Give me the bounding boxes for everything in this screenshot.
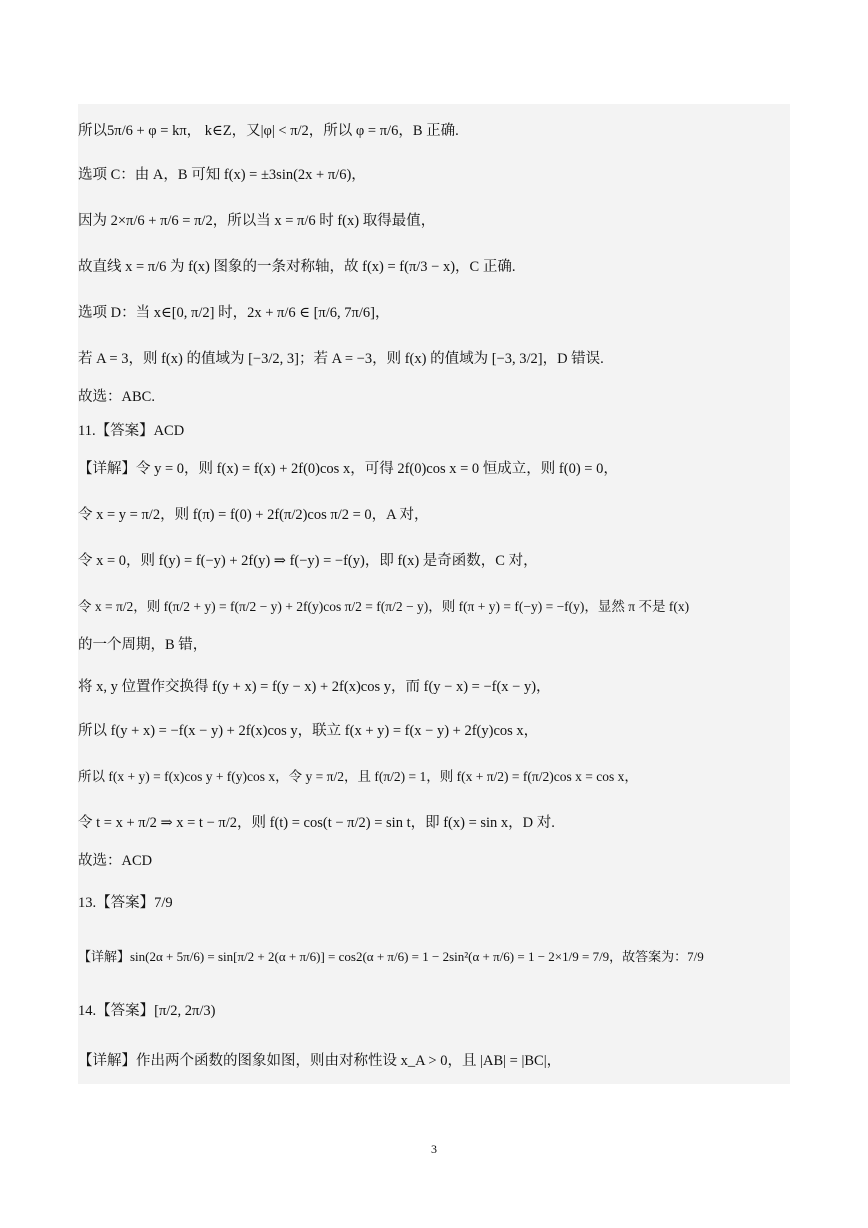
text: 所以 f(y + x) = −f(x − y) + 2f(x)cos y，联立 f(x + y) = f(x − y) + 2f(y)cos x， <box>78 723 539 739</box>
text: 令 t = x + π/2 ⇒ x = t − π/2，则 f(t) = cos(t − π/2) = sin t，即 f(x) = sin x，D 对. <box>78 815 555 831</box>
text: 的一个周期，B 错， <box>78 637 208 653</box>
text: 13.【答案】7/9 <box>78 895 173 911</box>
text: 【详解】sin(2α + 5π/6) = sin[π/2 + 2(α + π/6)] = cos2(α + π/6) = 1 − 2sin²(α + π/6) = 1 − 2×1/9 = 7/9，故答案为：7/9 <box>78 949 704 964</box>
text: 所以5π/6 + φ = kπ， k∈Z，又|φ| < π/2，所以 φ = π/6，B 正确. <box>78 123 459 139</box>
text: 故直线 x = π/6 为 f(x) 图象的一条对称轴，故 f(x) = f(π/3 − x)，C 正确. <box>78 259 516 275</box>
line-max-value <box>78 210 790 232</box>
line-detail-14 <box>78 1050 790 1072</box>
text: 所以 f(x + y) = f(x)cos y + f(y)cos x，令 y = π/2，且 f(π/2) = 1，则 f(x + π/2) = f(π/2)cos x = cos x， <box>78 769 638 784</box>
line-range <box>78 348 790 370</box>
text: 令 x = π/2，则 f(π/2 + y) = f(π/2 − y) + 2f(y)cos π/2 = f(π/2 − y)，则 f(π + y) = f(−y) = −f(y)，显然 π 不是 f(x) <box>78 599 690 614</box>
line-period <box>78 596 790 618</box>
line-answer-11 <box>78 420 790 442</box>
line-option-d <box>78 302 790 324</box>
line-phi-conclusion <box>78 120 790 142</box>
text: 11.【答案】ACD <box>78 423 185 439</box>
text: 选项 D：当 x∈[0, π/2] 时，2x + π/6 ∈ [π/6, 7π/6]， <box>78 305 390 321</box>
line-swap <box>78 676 790 698</box>
line-choice-acd <box>78 850 790 872</box>
line-b-wrong <box>78 634 790 656</box>
text: 14.【答案】[π/2, 2π/3) <box>78 1003 216 1019</box>
line-combine <box>78 720 790 742</box>
text: 故选：ABC. <box>78 389 155 405</box>
line-substitute <box>78 812 790 834</box>
line-x-y-pi-2 <box>78 504 790 526</box>
text: 令 x = 0，则 f(y) = f(−y) + 2f(y) ⇒ f(−y) = −f(y)，即 f(x) 是奇函数，C 对， <box>78 553 538 569</box>
line-identity <box>78 766 790 788</box>
line-choice-abc <box>78 386 790 408</box>
line-odd-function <box>78 550 790 572</box>
line-answer-14 <box>78 1000 790 1022</box>
text: 令 x = y = π/2，则 f(π) = f(0) + 2f(π/2)cos π/2 = 0，A 对， <box>78 507 429 523</box>
text: 将 x, y 位置作交换得 f(y + x) = f(y − x) + 2f(x)cos y，而 f(y − x) = −f(x − y)， <box>78 679 551 695</box>
text: 【详解】令 y = 0，则 f(x) = f(x) + 2f(0)cos x，可得 2f(0)cos x = 0 恒成立，则 f(0) = 0， <box>78 461 618 477</box>
line-detail-11 <box>78 458 790 480</box>
text: 【详解】作出两个函数的图象如图，则由对称性设 x_A > 0，且 |AB| = |BC|， <box>78 1053 562 1069</box>
line-symmetry-axis <box>78 256 790 278</box>
line-option-c <box>78 164 790 186</box>
page-number: 3 <box>431 1142 437 1156</box>
line-answer-13 <box>78 892 790 914</box>
solution-text-block <box>78 104 790 1084</box>
text: 选项 C：由 A，B 可知 f(x) = ±3sin(2x + π/6)， <box>78 167 366 183</box>
text: 若 A = 3，则 f(x) 的值域为 [−3/2, 3]；若 A = −3，则 f(x) 的值域为 [−3, 3/2]，D 错误. <box>78 351 604 367</box>
line-detail-13 <box>78 946 790 968</box>
text: 因为 2×π/6 + π/6 = π/2，所以当 x = π/6 时 f(x) 取得最值， <box>78 213 436 229</box>
text: 故选：ACD <box>78 853 153 869</box>
